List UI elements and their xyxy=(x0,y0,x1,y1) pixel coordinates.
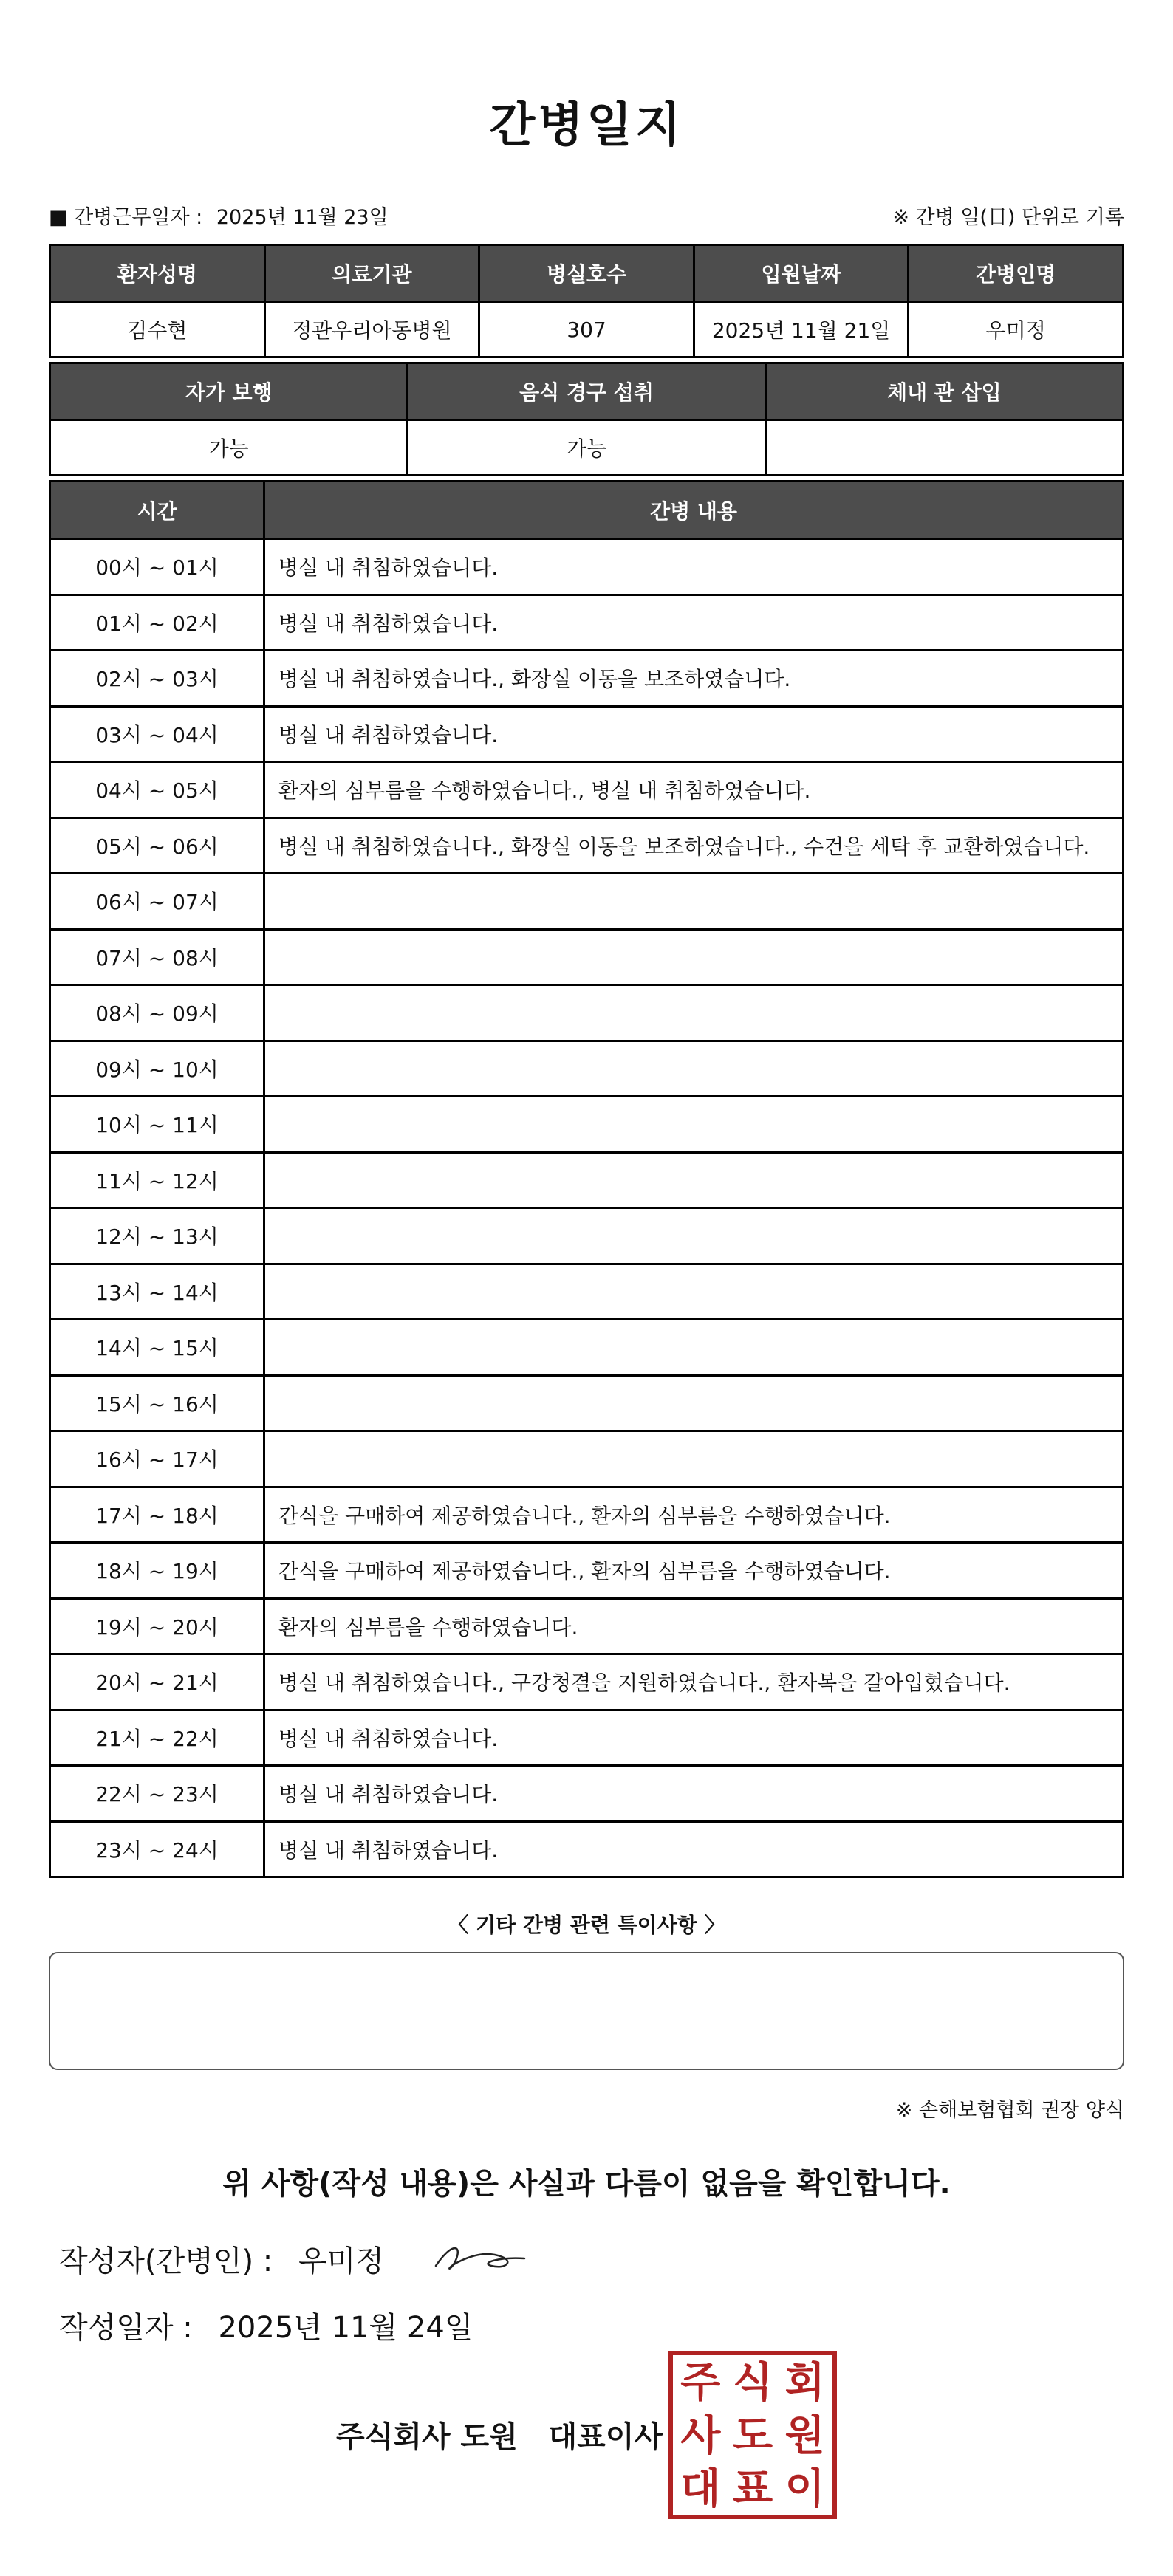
value-oral-intake: 가능 xyxy=(408,420,765,476)
care-log-time: 05시 ~ 06시 xyxy=(50,818,264,874)
care-log-row xyxy=(50,1320,1124,1376)
care-log-content xyxy=(264,1320,1124,1376)
special-notes-title: 〈 기타 간병 관련 특이사항 〉 xyxy=(448,1913,725,1937)
care-log-time: 11시 ~ 12시 xyxy=(50,1152,264,1208)
care-log-content: 병실 내 취침하였습니다. xyxy=(264,1821,1124,1877)
care-log-content: 간식을 구매하여 제공하였습니다., 환자의 심부름을 수행하였습니다. xyxy=(264,1543,1124,1599)
care-log-time: 12시 ~ 13시 xyxy=(50,1208,264,1264)
care-log-content: 병실 내 취침하였습니다., 화장실 이동을 보조하였습니다., 수건을 세탁 후 교환하였습니다. xyxy=(264,818,1124,874)
header-oral-intake: 음식 경구 섭취 xyxy=(408,363,765,420)
care-log-row xyxy=(50,595,1124,651)
patient-status-table xyxy=(49,362,1124,476)
care-log-content: 간식을 구매하여 제공하였습니다., 환자의 심부름을 수행하였습니다. xyxy=(264,1487,1124,1543)
care-log-row xyxy=(50,818,1124,874)
care-log-content: 환자의 심부름을 수행하였습니다., 병실 내 취침하였습니다. xyxy=(264,762,1124,818)
written-date-label: 작성일자 : xyxy=(59,2311,193,2345)
seal-character: 이 xyxy=(784,2465,825,2513)
care-log-time: 06시 ~ 07시 xyxy=(50,874,264,930)
care-log-content xyxy=(264,1264,1124,1320)
care-log-content xyxy=(264,929,1124,985)
care-log-row xyxy=(50,929,1124,985)
care-log-row xyxy=(50,1821,1124,1877)
record-unit-note: ※ 간병 일(日) 단위로 기록 xyxy=(892,206,1124,229)
care-log-time: 01시 ~ 02시 xyxy=(50,595,264,651)
page-title: 간병일지 xyxy=(489,98,684,153)
written-date-row xyxy=(59,2304,473,2346)
seal-character: 원 xyxy=(784,2412,825,2460)
care-log-row xyxy=(50,762,1124,818)
value-tube xyxy=(765,420,1123,476)
care-log-row xyxy=(50,1598,1124,1654)
value-admission-date: 2025년 11월 21일 xyxy=(694,302,909,357)
company-seal xyxy=(668,2351,837,2519)
value-caregiver-name: 우미정 xyxy=(909,302,1124,357)
company-representative: 주식회사 도원 대표이사 xyxy=(336,2420,663,2454)
care-log-time: 07시 ~ 08시 xyxy=(50,929,264,985)
special-notes-box xyxy=(49,1952,1124,2070)
care-log-content xyxy=(264,1431,1124,1487)
writer-name: 우미정 xyxy=(298,2244,384,2278)
header-tube: 체내 관 삽입 xyxy=(765,363,1123,420)
care-log-time: 10시 ~ 11시 xyxy=(50,1097,264,1153)
care-log-row xyxy=(50,1375,1124,1431)
seal-character: 사 xyxy=(680,2412,721,2460)
care-log-row xyxy=(50,985,1124,1041)
signature xyxy=(428,2236,532,2281)
writer-label: 작성자(간병인) : xyxy=(59,2244,273,2278)
header-hospital: 의료기관 xyxy=(264,245,479,302)
patient-status-value-row xyxy=(50,420,1124,476)
header-admission-date: 입원날짜 xyxy=(694,245,909,302)
writer-row xyxy=(59,2238,384,2280)
header-caregiver-name: 간병인명 xyxy=(909,245,1124,302)
confirmation-statement: 위 사항(작성 내용)은 사실과 다름이 없음을 확인합니다. xyxy=(222,2167,951,2201)
care-log-time: 00시 ~ 01시 xyxy=(50,539,264,595)
seal-character: 도 xyxy=(732,2412,773,2460)
header-patient-name: 환자성명 xyxy=(50,245,265,302)
care-log-content xyxy=(264,1208,1124,1264)
care-log-row xyxy=(50,706,1124,762)
header-care-content: 간병 내용 xyxy=(264,482,1124,539)
care-log-content: 병실 내 취침하였습니다. xyxy=(264,1710,1124,1766)
care-log-time: 08시 ~ 09시 xyxy=(50,985,264,1041)
care-log-content xyxy=(264,874,1124,930)
header-time: 시간 xyxy=(50,482,264,539)
care-log-time: 20시 ~ 21시 xyxy=(50,1654,264,1710)
care-log-time: 19시 ~ 20시 xyxy=(50,1598,264,1654)
care-log-row xyxy=(50,1041,1124,1097)
care-log-row xyxy=(50,1431,1124,1487)
care-log-content: 병실 내 취침하였습니다. xyxy=(264,1766,1124,1822)
value-hospital: 정관우리아동병원 xyxy=(264,302,479,357)
patient-status-header-row xyxy=(50,363,1124,420)
patient-info-header-row xyxy=(50,245,1124,302)
patient-info-table xyxy=(49,244,1124,358)
care-log-time: 23시 ~ 24시 xyxy=(50,1821,264,1877)
care-log-content: 병실 내 취침하였습니다. xyxy=(264,595,1124,651)
care-log-content xyxy=(264,1152,1124,1208)
patient-info-value-row xyxy=(50,302,1124,357)
care-log-row xyxy=(50,651,1124,707)
care-log-row xyxy=(50,1097,1124,1153)
work-date xyxy=(49,201,389,230)
care-log-time: 17시 ~ 18시 xyxy=(50,1487,264,1543)
value-patient-name: 김수현 xyxy=(50,302,265,357)
care-log-row xyxy=(50,1264,1124,1320)
care-log-time: 09시 ~ 10시 xyxy=(50,1041,264,1097)
care-log-body xyxy=(50,539,1124,1877)
care-log-content: 병실 내 취침하였습니다., 화장실 이동을 보조하였습니다. xyxy=(264,651,1124,707)
care-log-content: 병실 내 취침하였습니다. xyxy=(264,706,1124,762)
care-log-content xyxy=(264,985,1124,1041)
care-log-content: 환자의 심부름을 수행하였습니다. xyxy=(264,1598,1124,1654)
care-log-content: 병실 내 취침하였습니다. xyxy=(264,539,1124,595)
care-log-time: 15시 ~ 16시 xyxy=(50,1375,264,1431)
care-log-row xyxy=(50,1766,1124,1822)
care-log-row xyxy=(50,1654,1124,1710)
care-log-row xyxy=(50,1710,1124,1766)
care-log-table xyxy=(49,480,1124,1878)
care-log-row xyxy=(50,1152,1124,1208)
value-walking: 가능 xyxy=(50,420,408,476)
care-log-time: 18시 ~ 19시 xyxy=(50,1543,264,1599)
header-room: 병실호수 xyxy=(479,245,694,302)
header-walking: 자가 보행 xyxy=(50,363,408,420)
care-log-content xyxy=(264,1097,1124,1153)
care-log-time: 14시 ~ 15시 xyxy=(50,1320,264,1376)
form-source-note: ※ 손해보험협회 권장 양식 xyxy=(895,2099,1124,2122)
written-date-value: 2025년 11월 24일 xyxy=(218,2311,473,2345)
care-log-row xyxy=(50,874,1124,930)
care-log-row xyxy=(50,1543,1124,1599)
care-log-content: 병실 내 취침하였습니다., 구강청결을 지원하였습니다., 환자복을 갈아입혔습니다. xyxy=(264,1654,1124,1710)
care-log-time: 02시 ~ 03시 xyxy=(50,651,264,707)
work-date-label: ■ 간병근무일자 : xyxy=(49,206,203,229)
seal-character: 표 xyxy=(732,2465,773,2513)
care-log-time: 22시 ~ 23시 xyxy=(50,1766,264,1822)
care-log-time: 04시 ~ 05시 xyxy=(50,762,264,818)
care-log-row xyxy=(50,1208,1124,1264)
seal-character: 회 xyxy=(784,2359,825,2407)
care-log-row xyxy=(50,1487,1124,1543)
seal-character: 대 xyxy=(680,2465,721,2513)
value-room: 307 xyxy=(479,302,694,357)
seal-character: 식 xyxy=(732,2359,773,2407)
care-log-time: 13시 ~ 14시 xyxy=(50,1264,264,1320)
seal-character: 주 xyxy=(680,2359,721,2407)
care-log-content xyxy=(264,1375,1124,1431)
care-log-time: 16시 ~ 17시 xyxy=(50,1431,264,1487)
care-log-row xyxy=(50,539,1124,595)
care-log-content xyxy=(264,1041,1124,1097)
work-date-value: 2025년 11월 23일 xyxy=(216,206,389,229)
care-log-time: 03시 ~ 04시 xyxy=(50,706,264,762)
care-log-time: 21시 ~ 22시 xyxy=(50,1710,264,1766)
care-log-header-row xyxy=(50,482,1124,539)
